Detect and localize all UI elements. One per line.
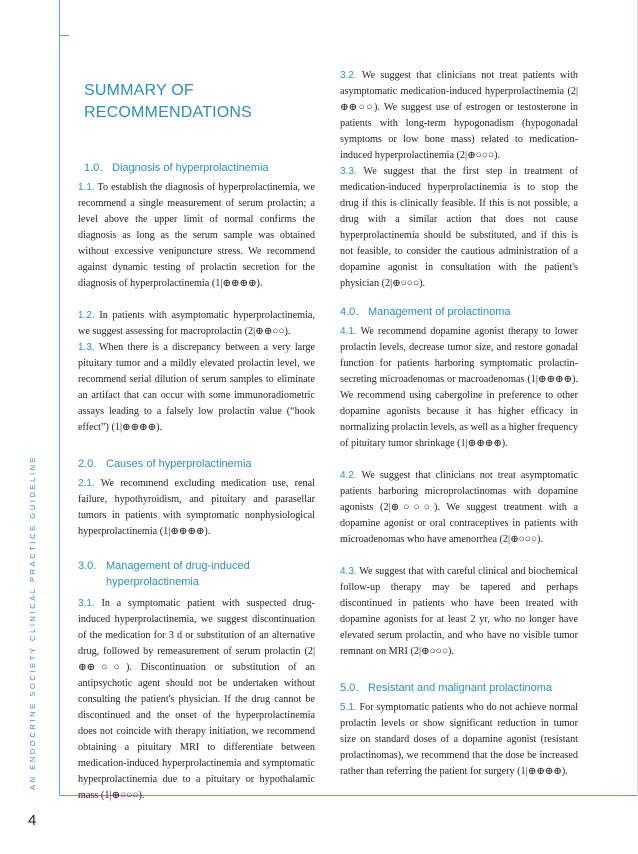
title-line-1: SUMMARY OF bbox=[84, 82, 194, 99]
rec-text: We suggest that the first step in treatment of medication-induced hyperprolactinemia is to stop the drug if this is clinically feasible. If this is not possible, a drug with a similar action that does not cause hyperprolactinemia should be substituted, and if this is not feasible, to consider the cautious administration of a dopamine agonist in consultation with the patient's physician (2|⊕○○○). bbox=[340, 166, 578, 289]
rec-text: To establish the diagnosis of hyperprolactinemia, we recommend a single measurement of serum prolactin; a level above the upper limit of normal confirms the diagnosis as long as the serum sample was obtained without excessive venipuncture stress. We recommend against dynamic testing of prolactin secretion for the diagnosis of hyperprolactinemia (1|⊕⊕⊕⊕). bbox=[78, 182, 315, 289]
recommendation-1-2 bbox=[78, 308, 315, 340]
recommendation-5-1 bbox=[340, 700, 578, 780]
recommendation-3-2 bbox=[340, 68, 578, 164]
rec-text: We suggest that clinicians not treat asymptomatic patients harboring microprolactinomas with dopamine agonists (2|⊕○○○). We suggest treatment with a dopamine agonist or oral contraceptives in patients with microadenomas who have amenorrhea (2|⊕○○○). bbox=[340, 470, 578, 545]
recommendation-4-3 bbox=[340, 564, 578, 660]
section-number: 5.0. bbox=[340, 682, 359, 694]
rec-number: 5.1. bbox=[340, 702, 357, 713]
rec-number: 4.1. bbox=[340, 326, 357, 337]
section-title-line-2: hyperprolactinemia bbox=[106, 576, 199, 588]
section-number: 2.0. bbox=[78, 458, 97, 470]
section-number: 3.0. bbox=[78, 560, 97, 572]
rec-number: 3.2. bbox=[340, 70, 357, 81]
top-rule bbox=[59, 0, 60, 36]
rec-text: We recommend dopamine agonist therapy to lower prolactin levels, decrease tumor size, and restore gonadal function for patients harboring symptomatic prolactin-secreting microadenomas or macroadenomas (1|⊕⊕⊕⊕). We recommend using cabergoline in preference to other dopamine agonists because it has higher efficacy in normalizing prolactin levels, as well as a higher frequency of pituitary tumor shrinkage (1|⊕⊕⊕⊕). bbox=[340, 326, 578, 449]
recommendation-4-2 bbox=[340, 468, 578, 548]
section-number: 1.0. bbox=[84, 162, 103, 174]
recommendation-2-1 bbox=[78, 476, 315, 540]
rec-number: 1.3. bbox=[78, 342, 95, 353]
margin-rule bbox=[59, 36, 60, 796]
page-title bbox=[84, 80, 324, 124]
page-number: 4 bbox=[28, 812, 37, 829]
rec-number: 4.2. bbox=[340, 470, 357, 481]
rec-text: We recommend excluding medication use, renal failure, hypothyroidism, and pituitary and parasellar tumors in patients with symptomatic nonphysiological hyperprolactinemia (1|⊕⊕⊕⊕). bbox=[78, 478, 315, 537]
section-heading-4 bbox=[340, 304, 510, 320]
rec-text: In a symptomatic patient with suspected drug-induced hyperprolactinemia, we suggest discontinuation of the medication for 3 d or substitution of an alternative drug, followed by remeasurement of serum prolactin (2|⊕⊕○○). Discontinuation or substitution of an antipsychotic agent should not be undertaken without consulting the patient's physician. If the drug cannot be discontinued and the onset of the hyperprolactinemia does not coincide with therapy initiation, we recommend obtaining a pituitary MRI to differentiate between medication-induced hyperprolactinemia and symptomatic hyperprolactinemia due to a pituitary or hypothalamic mass (1|⊕○○○). bbox=[78, 598, 315, 801]
running-header: AN ENDOCRINE SOCIETY CLINICAL PRACTICE GUIDELINE bbox=[28, 454, 37, 790]
recommendation-1-3 bbox=[78, 340, 315, 436]
rec-number: 3.3. bbox=[340, 166, 357, 177]
rec-text: We suggest that clinicians not treat patients with asymptomatic medication-induced hyperprolactinemia (2|⊕⊕○○). We suggest use of estrogen or testosterone in patients with long-term hypogonadism (hypogonadal symptoms or low bone mass) related to medication-induced hyperprolactinemia (2|⊕○○○). bbox=[340, 70, 578, 161]
rec-text: For symptomatic patients who do not achieve normal prolactin levels or show significant reduction in tumor size on standard doses of a dopamine agonist (resistant prolactinomas), we recommend that the dose be increased rather than referring the patient for surgery (1|⊕⊕⊕⊕). bbox=[340, 702, 578, 777]
recommendation-3-1 bbox=[78, 596, 315, 804]
rec-number: 1.1. bbox=[78, 182, 95, 193]
rec-text: When there is a discrepancy between a very large pituitary tumor and a mildly elevated prolactin level, we recommend serial dilution of serum samples to eliminate an artifact that can occur with some immunoradiometric assays leading to a falsely low prolactin value (“hook effect”) (1|⊕⊕⊕⊕). bbox=[78, 342, 315, 433]
section-title-line-1: Management of drug-induced bbox=[106, 560, 250, 572]
recommendation-1-1 bbox=[78, 180, 315, 292]
section-title: Causes of hyperprolactinemia bbox=[106, 458, 252, 470]
section-heading-3 bbox=[78, 558, 250, 590]
section-heading-5 bbox=[340, 680, 552, 696]
section-title: Resistant and malignant prolactinoma bbox=[368, 682, 553, 694]
section-title: Diagnosis of hyperprolactinemia bbox=[112, 162, 269, 174]
section-heading-2 bbox=[78, 456, 252, 472]
title-line-2: RECOMMENDATIONS bbox=[84, 104, 253, 121]
section-number: 4.0. bbox=[340, 306, 359, 318]
section-title: Management of prolactinoma bbox=[368, 306, 511, 318]
recommendation-3-3 bbox=[340, 164, 578, 292]
rec-number: 3.1. bbox=[78, 598, 95, 609]
section-heading-1 bbox=[84, 160, 269, 176]
top-rule-tick bbox=[59, 35, 69, 36]
rec-text: We suggest that with careful clinical and biochemical follow-up therapy may be tapered and perhaps discontinued in patients who have been treated with dopamine agonists for at least 2 yr, who no longer have elevated serum prolactin, and who have no visible tumor remnant on MRI (2|⊕○○○). bbox=[340, 566, 578, 657]
rec-number: 2.1. bbox=[78, 478, 95, 489]
rec-number: 4.3. bbox=[340, 566, 357, 577]
recommendation-4-1 bbox=[340, 324, 578, 452]
rec-text: In patients with asymptomatic hyperprolactinemia, we suggest assessing for macroprolactin (2|⊕⊕○○). bbox=[78, 310, 315, 337]
rec-number: 1.2. bbox=[78, 310, 95, 321]
